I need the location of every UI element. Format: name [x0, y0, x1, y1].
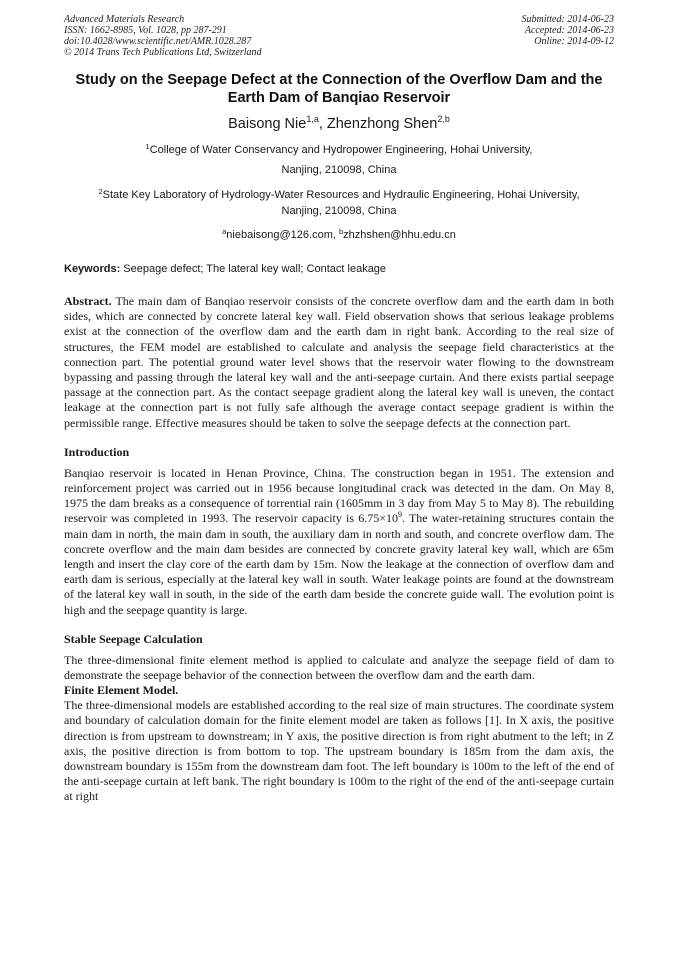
introduction-exponent: 9 — [398, 510, 402, 520]
abstract-paragraph — [64, 294, 614, 431]
keywords-label: Keywords: — [64, 263, 121, 275]
introduction-text-1: Banqiao reservoir is located in Henan Province, China. The construction began in 1951. The extension and reinforcement project was carried out in 1956 because longitudinal crack was detected in the dam. On May 8, 1975 the dam breaks as a consequence of torrential rain (1605mm in 3 day from May 5 to May 8). The rebuilding reservoir was completed in 1993. The reservoir capacity is 6.75×10 — [64, 465, 614, 526]
author-list — [64, 110, 614, 133]
affiliation-1 — [64, 139, 614, 178]
email-a-sup: a — [222, 227, 227, 236]
email-b[interactable]: zhzhshen@hhu.edu.cn — [343, 229, 456, 241]
introduction-heading: Introduction — [64, 444, 130, 459]
publication-info — [64, 14, 262, 58]
keywords — [64, 262, 614, 276]
online-date: Online: 2014-09-12 — [534, 36, 614, 47]
abstract-label: Abstract. — [64, 294, 112, 308]
running-header — [64, 14, 614, 58]
keywords-text: Seepage defect; The lateral key wall; Contact leakage — [120, 263, 387, 275]
issn-line: ISSN: 1662-8985, Vol. 1028, pp 287-291 — [64, 25, 227, 36]
author-separator: , — [318, 116, 327, 132]
introduction-text-2: . The water-retaining structures contain the main dam in north, the main dam in south, the auxiliary dam in north and south, and concrete overflow dam. The concrete overflow and the main dam besides are connected by concrete gravity lateral key wall, which are 65m length and insert the clay core of the earth dam by 15m. Now the leakage at the connection of overflow dam and earth dam is serious, especially at the lateral key wall in south. Water leakage points are found at the downstream of the lateral key wall in south, in the side of the earth dam beside the concrete guide wall. The evolution point is high and the seepage quantity is large. — [64, 511, 614, 617]
paper-title: Study on the Seepage Defect at the Connection of the Overflow Dam and the Earth Dam of Banqiao Reservoir — [75, 72, 603, 106]
fem-paragraph: The three-dimensional models are established according to the real size of main structures. The coordinate system and boundary of calculation domain for the finite element model are taken as follows [1]. In X axis, the positive direction is from upstream to downstream; in Y axis, the positive direction is from right abutment to the left; in Z axis, the positive direction is from bottom to top. The upstream boundary is 185m from the dam axis, the downstream boundary is 155m from the downstream dam foot. The left boundary is 100m to the left of the end of the anti-seepage curtain at left bank. The right boundary is 100m to the right of the end of the anti-seepage curtain at right — [64, 698, 614, 804]
affiliation-2-sup: 2 — [98, 187, 103, 196]
fem-heading: Finite Element Model. — [64, 683, 179, 698]
introduction-paragraph — [64, 466, 614, 618]
affiliation-2-line2: Nanjing, 210098, China — [281, 205, 397, 217]
affiliation-2-line1: State Key Laboratory of Hydrology-Water Resources and Hydraulic Engineering, Hohai University, — [102, 189, 580, 201]
author-1-name: Baisong Nie — [228, 116, 307, 132]
affiliation-1-line2: Nanjing, 210098, China — [281, 164, 397, 176]
author-emails — [64, 225, 614, 242]
submitted-date: Submitted: 2014-06-23 — [521, 14, 614, 25]
author-2-name: Zhenzhong Shen — [326, 116, 438, 132]
author-1-sup: 1,a — [306, 114, 319, 124]
journal-name: Advanced Materials Research — [64, 14, 185, 25]
author-2-sup: 2,b — [437, 114, 450, 124]
affiliation-1-sup: 1 — [145, 142, 150, 151]
stable-seepage-paragraph: The three-dimensional finite element method is applied to calculate and analyze the seepage field of dam to demonstrate the seepage behavior of the connection between the overflow dam and the earth dam. — [64, 652, 614, 683]
paper-page — [64, 14, 614, 805]
email-b-sup: b — [338, 227, 344, 236]
copyright-line: © 2014 Trans Tech Publications Ltd, Switzerland — [64, 47, 262, 58]
email-a[interactable]: niebaisong@126.com, — [226, 229, 339, 241]
dates-info — [522, 14, 615, 58]
doi-line: doi:10.4028/www.scientific.net/AMR.1028.287 — [64, 36, 252, 47]
abstract-text: The main dam of Banqiao reservoir consists of the concrete overflow dam and the earth dam in both sides, which are connected by concrete lateral key wall. Field observation shows that serious leakage problems exist at the connection of the overflow dam and the earth dam in right bank. According to the real size of structures, the FEM model are established to calculate and analysis the seepage field characteristics at the connection part. The potential ground water level shows that the reservoir water flowing to the downstream bypassing and passing through the lateral key wall and the anti-seepage curtain. And there exists partial seepage passage at the connection part. As the contact seepage gradient along the lateral key wall is uneven, the contact leakage at the connection part is not fully safe although the average contact seepage gradient is within the permissible range. Effective measures should be taken to solve the seepage defects at the connection part. — [64, 294, 614, 430]
affiliation-2 — [64, 184, 614, 219]
stable-seepage-heading: Stable Seepage Calculation — [64, 631, 203, 646]
accepted-date: Accepted: 2014-06-23 — [524, 25, 614, 36]
affiliation-1-line1: College of Water Conservancy and Hydropower Engineering, Hohai University, — [149, 144, 533, 156]
